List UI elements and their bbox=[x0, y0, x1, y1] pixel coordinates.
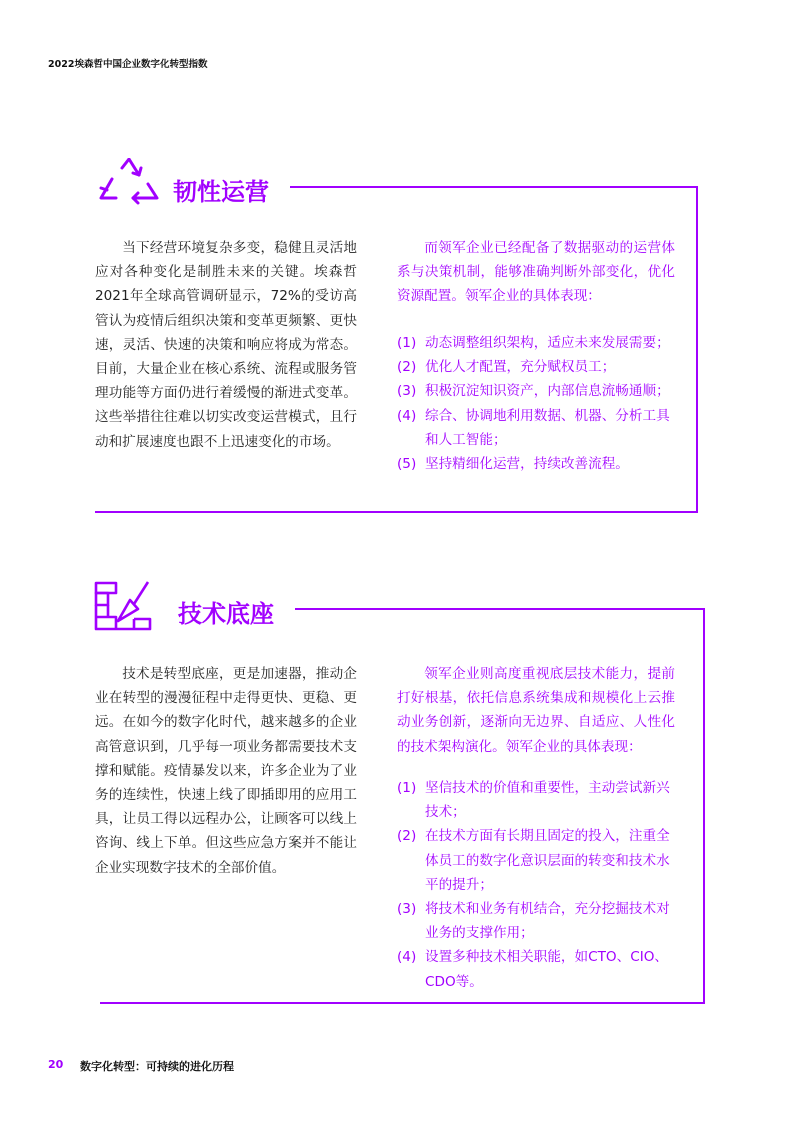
item-number: (4) bbox=[397, 407, 417, 424]
list-item bbox=[397, 331, 675, 355]
item-text: 坚信技术的价值和重要性，主动尝试新兴技术； bbox=[425, 780, 670, 821]
section-frame-bottom bbox=[95, 511, 698, 513]
list-item bbox=[397, 355, 675, 379]
item-text: 优化人才配置，充分赋权员工； bbox=[425, 359, 616, 376]
leader-traits-list bbox=[397, 776, 675, 994]
page-number: 20 bbox=[48, 1058, 64, 1071]
list-item bbox=[397, 404, 675, 452]
section-frame-top bbox=[290, 186, 698, 188]
item-number: (3) bbox=[397, 383, 417, 400]
item-number: (2) bbox=[397, 828, 417, 845]
recycle-icon bbox=[98, 158, 160, 216]
item-number: (4) bbox=[397, 949, 417, 966]
section-frame-right bbox=[696, 186, 698, 513]
list-item bbox=[397, 452, 675, 476]
list-item bbox=[397, 897, 675, 945]
section-frame-bottom bbox=[100, 1002, 705, 1004]
right-paragraph: 领军企业则高度重视底层技术能力，提前打好根基，依托信息系统集成和规模化上云推动业务创新，逐渐向无边界、自适应、人性化的技术架构演化。领军企业的具体表现： bbox=[397, 666, 675, 755]
section-title-resilient-operations: 韧性运营 bbox=[173, 178, 269, 206]
item-text: 坚持精细化运营，持续改善流程。 bbox=[425, 456, 629, 473]
list-item bbox=[397, 824, 675, 897]
item-text: 将技术和业务有机结合，充分挖掘技术对业务的支撑作用； bbox=[425, 901, 670, 942]
item-number: (3) bbox=[397, 901, 417, 918]
footer-section-title: 数字化转型：可持续的进化历程 bbox=[80, 1060, 234, 1073]
item-text: 在技术方面有长期且固定的投入，注重全体员工的数字化意识层面的转变和技术水平的提升； bbox=[425, 828, 670, 893]
leader-traits-list bbox=[397, 331, 675, 476]
right-paragraph: 而领军企业已经配备了数据驱动的运营体系与决策机制，能够准确判断外部变化，优化资源配置。领军企业的具体表现： bbox=[397, 240, 675, 305]
list-item bbox=[397, 379, 675, 403]
item-text: 设置多种技术相关职能，如CTO、CIO、CDO等。 bbox=[425, 949, 669, 990]
item-number: (2) bbox=[397, 359, 417, 376]
item-text: 动态调整组织架构，适应未来发展需要； bbox=[425, 335, 670, 351]
item-number: (1) bbox=[397, 335, 417, 351]
section-frame-top bbox=[295, 608, 705, 610]
document-header: 2022埃森哲中国企业数字化转型指数 bbox=[48, 59, 208, 70]
list-item bbox=[397, 776, 675, 824]
list-item bbox=[397, 945, 675, 993]
item-number: (5) bbox=[397, 456, 417, 473]
item-number: (1) bbox=[397, 780, 417, 796]
item-text: 综合、协调地利用数据、机器、分析工具和人工智能； bbox=[425, 407, 670, 448]
left-paragraph: 技术是转型底座，更是加速器，推动企业在转型的漫漫征程中走得更快、更稳、更远。在如今的数字化时代，越来越多的企业高管意识到，几乎每一项业务都需要技术支撑和赋能。疫情暴发以来，许多企业为了业务的连续性，快速上线了即插即用的应用工具，让员工得以远程办公，让顾客可以线上咨询、线上下单。但这些应急方案并不能让企业实现数字技术的全部价值。 bbox=[95, 666, 357, 876]
item-text: 积极沉淀知识资产，内部信息流畅通顺； bbox=[425, 383, 670, 400]
section-frame-right bbox=[703, 608, 705, 1004]
brick-wall-trowel-icon bbox=[94, 576, 154, 634]
section-title-technology-foundation: 技术底座 bbox=[178, 600, 274, 628]
left-paragraph: 当下经营环境复杂多变，稳健且灵活地应对各种变化是制胜未来的关键。埃森哲2021年全球高管调研显示，72%的受访高管认为疫情后组织决策和变革更频繁、更快速，灵活、快速的决策和响应将成为常态。目前，大量企业在核心系统、流程或服务管理功能等方面仍进行着缓慢的渐进式变革。这些举措往往难以切实改变运营模式，且行动和扩展速度也跟不上迅速变化的市场。 bbox=[95, 240, 357, 450]
